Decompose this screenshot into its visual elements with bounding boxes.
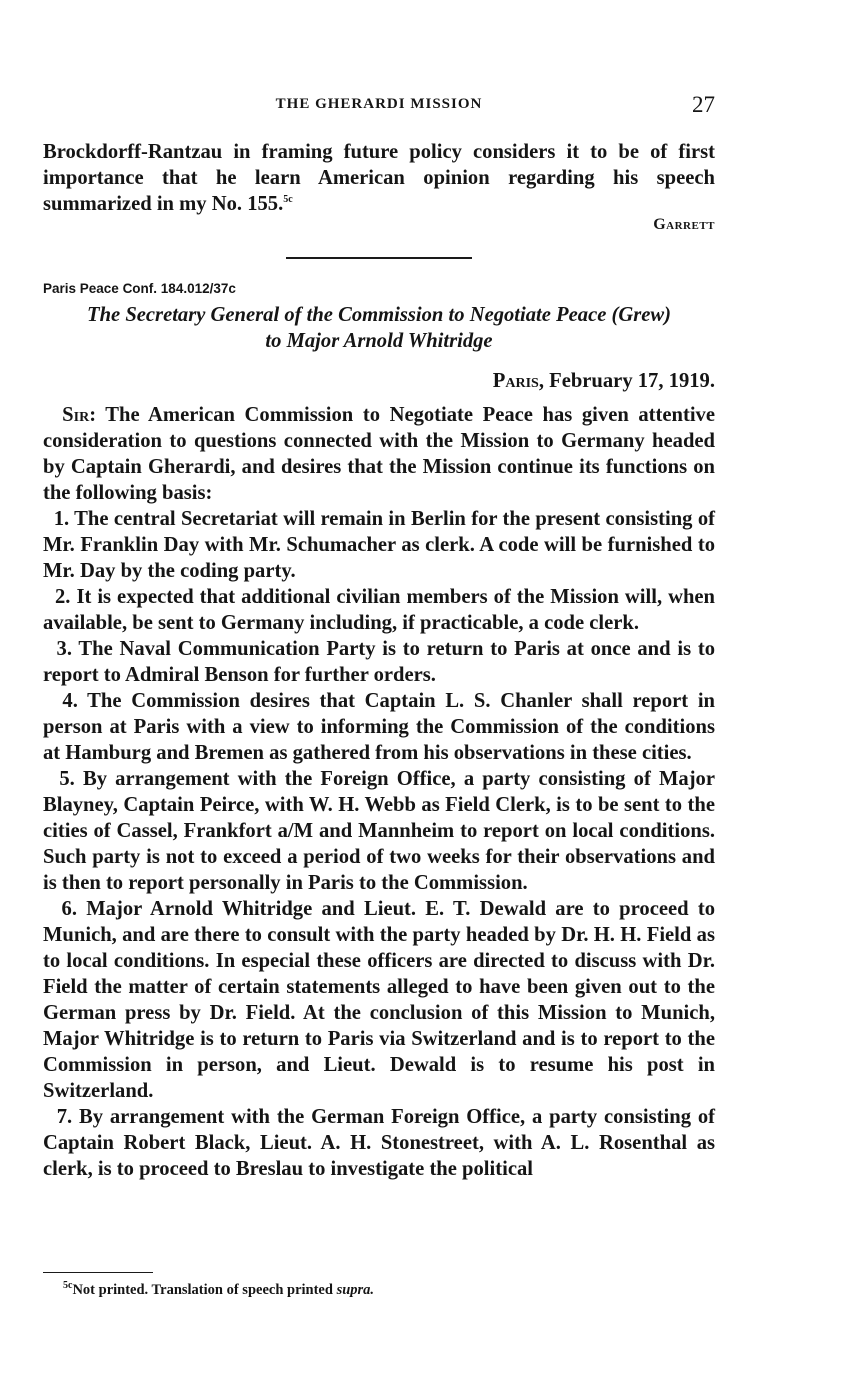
intro-text: : The American Commission to Negotiate Peace has given attentive consideration to questions connected with the Mission to Germany headed by Captain Gherardi, and desires that the Mission continue its functions on the following basis: [43, 404, 715, 504]
dateline-date: , February 17, 1919. [538, 370, 715, 392]
opening-text: Brockdorff-Rantzau in framing future policy considers it to be of first importance that he learn American opinion regarding his speech summarized in my No. 155. [43, 141, 715, 215]
footnote-rule [43, 1272, 153, 1273]
salutation: Sir [62, 404, 90, 426]
footnote-text: Not printed. Translation of speech printed [72, 1282, 337, 1298]
footnote [63, 1282, 374, 1299]
dateline [493, 370, 715, 393]
document-title-line-2: to Major Arnold Whitridge [265, 330, 493, 352]
letter-body [43, 402, 715, 1182]
running-title: THE GHERARDI MISSION [275, 96, 483, 112]
list-item: 6. Major Arnold Whitridge and Lieut. E. T. Dewald are to proceed to Munich, and are there to consult with the party headed by Dr. H. H. Field as to local conditions. In especial these officers are directed to discuss with Dr. Field the matter of certain statements alleged to have been given out to the German press by Dr. Field. At the conclusion of this Mission to Munich, Major Whitridge is to return to Paris via Switzerland and is to report to the Commission in person, and Lieut. Dewald is to resume his post in Switzerland. [43, 898, 715, 1102]
page-number: 27 [692, 92, 715, 117]
footnote-italic: supra. [336, 1282, 375, 1298]
opening-paragraph [43, 139, 715, 217]
letter-intro [43, 402, 715, 506]
document-title-line-1: The Secretary General of the Commission to Negotiate Peace (Grew) [87, 304, 671, 326]
signature: Garrett [653, 216, 715, 233]
list-item: 4. The Commission desires that Captain L. S. Chanler shall report in person at Paris with a view to informing the Commission of the conditions at Hamburg and Bremen as gathered from his observations in these cities. [43, 690, 716, 764]
list-item: 5. By arrangement with the Foreign Office, a party consisting of Major Blayney, Captain Peirce, with W. H. Webb as Field Clerk, is to be sent to the cities of Cassel, Frankfort a/M and Mannheim to report on local conditions. Such party is not to exceed a period of two weeks for their observations and is then to report personally in Paris to the Commission. [43, 768, 715, 894]
running-header [43, 92, 715, 122]
list-item: 1. The central Secretariat will remain in Berlin for the present consisting of Mr. Franklin Day with Mr. Schumacher as clerk. A code will be furnished to Mr. Day by the coding party. [43, 508, 715, 582]
footnote-marker: 5c [63, 1280, 73, 1292]
list-item: 3. The Naval Communication Party is to return to Paris at once and is to report to Admiral Benson for further orders. [43, 638, 716, 686]
list-item: 2. It is expected that additional civilian members of the Mission will, when available, be sent to Germany including, if practicable, a code clerk. [43, 586, 716, 634]
document-title [43, 302, 715, 354]
footnote-reference: 5c [283, 194, 293, 206]
dateline-place: Paris [492, 370, 539, 392]
list-item: 7. By arrangement with the German Foreign Office, a party consisting of Captain Robert Black, Lieut. A. H. Stonestreet, with A. L. Rosenthal as clerk, is to proceed to Breslau to investigate the political [43, 1106, 715, 1180]
file-reference: Paris Peace Conf. 184.012/37c [43, 281, 236, 296]
section-divider [286, 257, 472, 259]
